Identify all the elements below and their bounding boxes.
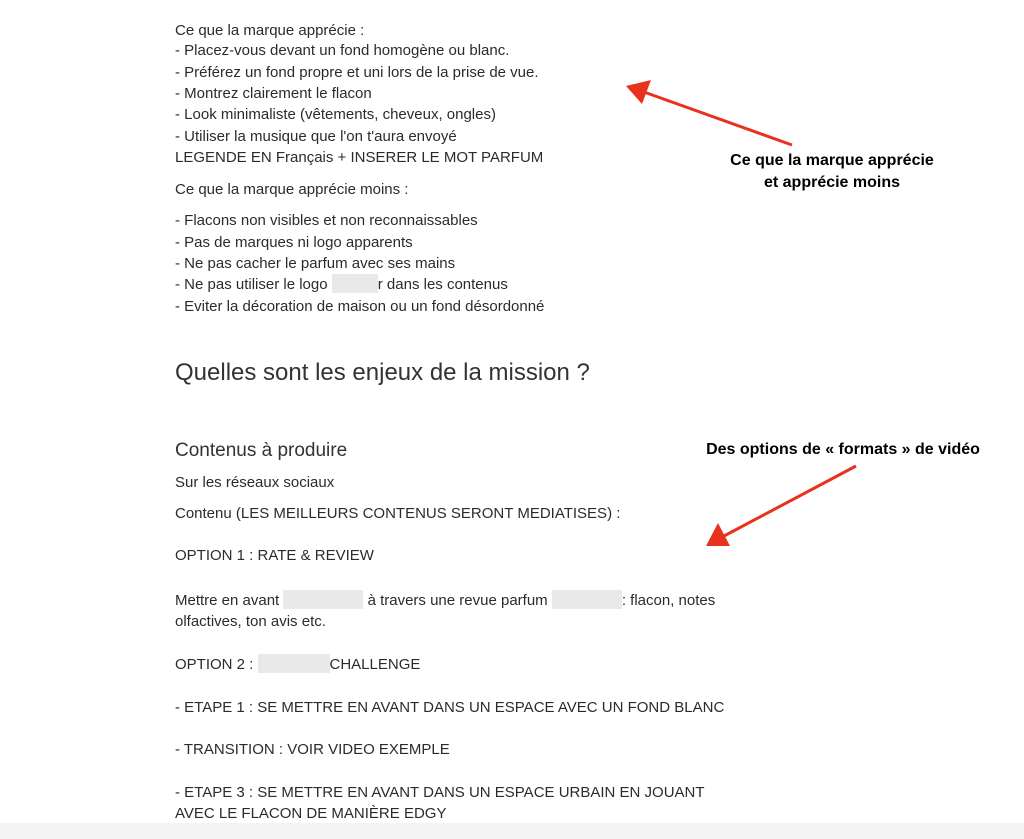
bottom-bar [0, 823, 1024, 839]
section-title: Quelles sont les enjeux de la mission ? [175, 359, 590, 386]
option1-text-c: : flacon, notes [621, 592, 716, 609]
content-social: Sur les réseaux sociaux [175, 474, 335, 491]
callout-formats: Des options de « formats » de vidéo [706, 441, 980, 458]
option2-transition: - TRANSITION : VOIR VIDEO EXEMPLE [175, 741, 450, 758]
option1-text-b: à travers une revue parfum [363, 592, 552, 609]
likes-item: - Utiliser la musique que l'on t'aura envoyé [175, 128, 457, 145]
likes-heading: Ce que la marque apprécie : [175, 22, 365, 39]
arrow-to-preferences [626, 80, 792, 145]
option1-title: OPTION 1 : RATE & REVIEW [175, 547, 374, 564]
likes-item: - Placez-vous devant un fond homogène ou blanc. [175, 42, 510, 59]
dislikes-heading: Ce que la marque apprécie moins : [175, 181, 409, 198]
option2-step1: - ETAPE 1 : SE METTRE EN AVANT DANS UN ESPACE AVEC UN FOND BLANC [175, 699, 725, 716]
callout-line: et apprécie moins [763, 174, 901, 191]
logo-line-before: - Ne pas utiliser le logo [175, 276, 332, 293]
arrow-to-options [706, 466, 856, 546]
option2-step3: - ETAPE 3 : SE METTRE EN AVANT DANS UN ESPACE URBAIN EN JOUANT [175, 784, 705, 801]
dislikes-item: - Eviter la décoration de maison ou un fond désordonné [175, 298, 545, 315]
dislikes-item: - Pas de marques ni logo apparents [175, 234, 413, 251]
likes-item: - Look minimaliste (vêtements, cheveux, ongles) [175, 106, 496, 123]
dislikes-item: - Flacons non visibles et non reconnaissables [175, 212, 478, 229]
content-title: Contenus à produire [175, 440, 348, 461]
option2-step3-cont: AVEC LE FLACON DE MANIÈRE EDGY [175, 805, 447, 822]
logo-line-after: r dans les contenus [377, 276, 508, 293]
option2-title-before: OPTION 2 : [175, 656, 258, 673]
likes-item: - Montrez clairement le flacon [175, 85, 372, 102]
callout-line: Ce que la marque apprécie [730, 152, 934, 169]
option1-line-2: olfactives, ton avis etc. [175, 613, 326, 630]
content-intro: Contenu (LES MEILLEURS CONTENUS SERONT MEDIATISES) : [175, 505, 621, 522]
likes-item: LEGENDE EN Français + INSERER LE MOT PARFUM [175, 149, 544, 166]
dislikes-item: - Ne pas cacher le parfum avec ses mains [175, 255, 456, 272]
option1-text-a: Mettre en avant [175, 592, 284, 609]
option2-title-after: CHALLENGE [329, 656, 421, 673]
likes-item: - Préférez un fond propre et uni lors de la prise de vue. [175, 64, 539, 81]
